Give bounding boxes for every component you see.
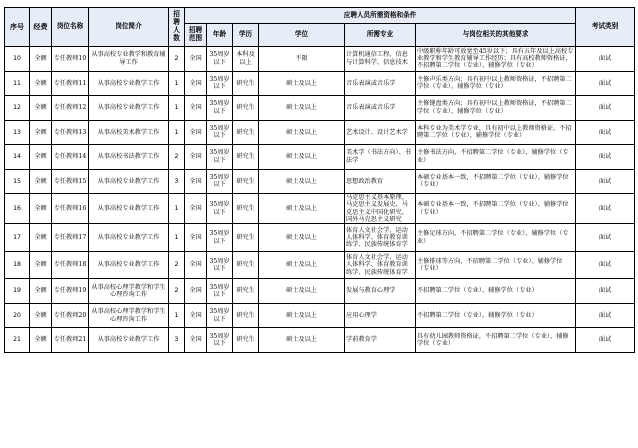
cell-education: 研究生	[233, 120, 259, 145]
cell-recruit-num: 3	[169, 328, 185, 353]
cell-exam-type: 面试	[576, 224, 635, 252]
cell-recruit-num: 2	[169, 145, 185, 170]
cell-major: 体育人文社会学、运动人体科学、体育教育训练学、民族传统体育学	[345, 224, 416, 252]
cell-education: 研究生	[233, 279, 259, 304]
cell-post-intro: 从事高校美术教学工作	[89, 120, 169, 145]
cell-exam-type: 面试	[576, 251, 635, 279]
table-header	[5, 8, 635, 47]
recruitment-table	[4, 7, 635, 353]
cell-other: 中级职称年龄可放宽至45岁以下；具有五年及以上高校专业教学和学生教育辅导工作经历；具有高校教师资格证，不招聘第二学位（专业）、辅修学位（专业）	[416, 47, 576, 72]
header-recruit-num: 招聘人数	[169, 8, 185, 47]
cell-recruit-scope: 全国	[185, 279, 207, 304]
table-row	[5, 194, 635, 224]
cell-seq: 14	[5, 145, 30, 170]
cell-funding: 全额	[30, 145, 52, 170]
cell-age: 35周岁以下	[207, 169, 233, 194]
cell-exam-type: 面试	[576, 169, 635, 194]
cell-seq: 18	[5, 251, 30, 279]
cell-post-name: 专任教师15	[52, 169, 89, 194]
cell-post-intro: 从事高校专业教学工作	[89, 194, 169, 224]
cell-recruit-num: 2	[169, 47, 185, 72]
cell-seq: 21	[5, 328, 30, 353]
cell-post-intro: 从事高校心理学教学和学生心理咨询工作	[89, 303, 169, 328]
cell-funding: 全额	[30, 303, 52, 328]
cell-recruit-scope: 全国	[185, 194, 207, 224]
cell-other: 不招聘第二学位（专业）、辅修学位（专业）	[416, 303, 576, 328]
cell-major: 美术学（书法方向）、书法学	[345, 145, 416, 170]
table-body	[5, 47, 635, 353]
cell-post-name: 专任教师19	[52, 279, 89, 304]
cell-recruit-num: 1	[169, 303, 185, 328]
cell-other: 主修足球方向，不招聘第二学位（专业）、辅修学位（专业）	[416, 224, 576, 252]
cell-recruit-scope: 全国	[185, 251, 207, 279]
cell-major: 思想政治教育	[345, 169, 416, 194]
cell-recruit-scope: 全国	[185, 145, 207, 170]
table-row	[5, 279, 635, 304]
cell-age: 35周岁以下	[207, 145, 233, 170]
header-conditions-group: 应聘人员所需资格和条件	[185, 8, 576, 24]
cell-age: 35周岁以下	[207, 47, 233, 72]
cell-degree: 硕士及以上	[259, 251, 345, 279]
cell-funding: 全额	[30, 279, 52, 304]
cell-recruit-scope: 全国	[185, 169, 207, 194]
cell-degree: 硕士及以上	[259, 328, 345, 353]
cell-degree: 不限	[259, 47, 345, 72]
cell-degree: 硕士及以上	[259, 303, 345, 328]
header-major: 所需专业	[345, 24, 416, 47]
cell-other: 不招聘第二学位（专业）、辅修学位（专业）	[416, 279, 576, 304]
cell-seq: 17	[5, 224, 30, 252]
cell-post-name: 专任教师18	[52, 251, 89, 279]
cell-other: 主修键盘类方向；具有初中以上教师资格证，不招聘第二学位（专业）、辅修学位（专业）	[416, 96, 576, 121]
cell-major: 应用心理学	[345, 303, 416, 328]
cell-age: 35周岁以下	[207, 96, 233, 121]
cell-recruit-num: 2	[169, 251, 185, 279]
cell-recruit-num: 1	[169, 71, 185, 96]
cell-exam-type: 面试	[576, 303, 635, 328]
cell-seq: 16	[5, 194, 30, 224]
cell-seq: 20	[5, 303, 30, 328]
cell-exam-type: 面试	[576, 71, 635, 96]
header-exam-type: 考试类别	[576, 8, 635, 47]
cell-age: 35周岁以下	[207, 120, 233, 145]
cell-other: 主修书法方向，不招聘第二学位（专业）、辅修学位（专业）	[416, 145, 576, 170]
cell-seq: 11	[5, 71, 30, 96]
table-row	[5, 328, 635, 353]
header-recruit-scope: 招聘范围	[185, 24, 207, 47]
cell-post-name: 专任教师14	[52, 145, 89, 170]
cell-major: 学前教育学	[345, 328, 416, 353]
header-education: 学历	[233, 24, 259, 47]
table-row	[5, 120, 635, 145]
cell-seq: 10	[5, 47, 30, 72]
cell-degree: 硕士及以上	[259, 194, 345, 224]
cell-seq: 15	[5, 169, 30, 194]
header-funding: 经费	[30, 8, 52, 47]
cell-age: 35周岁以下	[207, 251, 233, 279]
cell-seq: 13	[5, 120, 30, 145]
cell-funding: 全额	[30, 120, 52, 145]
cell-recruit-num: 1	[169, 96, 185, 121]
cell-recruit-scope: 全国	[185, 71, 207, 96]
cell-post-intro: 从事高校专业教学和教育辅导工作	[89, 47, 169, 72]
cell-funding: 全额	[30, 224, 52, 252]
header-post-intro: 岗位简介	[89, 8, 169, 47]
cell-education: 研究生	[233, 145, 259, 170]
cell-recruit-num: 3	[169, 169, 185, 194]
cell-recruit-scope: 全国	[185, 120, 207, 145]
table-row	[5, 224, 635, 252]
cell-education: 研究生	[233, 251, 259, 279]
cell-degree: 硕士及以上	[259, 145, 345, 170]
cell-other: 本硕专业基本一致，不招聘第二学位（专业）、辅修学位（专业）	[416, 194, 576, 224]
cell-degree: 硕士及以上	[259, 71, 345, 96]
header-seq: 序号	[5, 8, 30, 47]
cell-exam-type: 面试	[576, 47, 635, 72]
cell-education: 研究生	[233, 303, 259, 328]
cell-education: 研究生	[233, 169, 259, 194]
cell-funding: 全额	[30, 169, 52, 194]
cell-other: 主修排球等方向，不招聘第二学位（专业）、辅修学位（专业）	[416, 251, 576, 279]
cell-post-name: 专任教师21	[52, 328, 89, 353]
cell-other: 本科专业为美术学专业，具有初中以上教师资格证，不招聘第二学位（专业）、辅修学位（专业）	[416, 120, 576, 145]
cell-recruit-num: 1	[169, 224, 185, 252]
cell-exam-type: 面试	[576, 194, 635, 224]
cell-post-intro: 从事高校专业教学工作	[89, 71, 169, 96]
cell-education: 研究生	[233, 194, 259, 224]
cell-age: 35周岁以下	[207, 303, 233, 328]
cell-degree: 硕士及以上	[259, 96, 345, 121]
cell-exam-type: 面试	[576, 279, 635, 304]
cell-post-intro: 从事高校心理学教学和学生心理咨询工作	[89, 279, 169, 304]
cell-post-name: 专任教师17	[52, 224, 89, 252]
cell-age: 35周岁以下	[207, 71, 233, 96]
cell-degree: 硕士及以上	[259, 120, 345, 145]
cell-post-intro: 从事高校专业教学工作	[89, 96, 169, 121]
cell-exam-type: 面试	[576, 328, 635, 353]
cell-major: 音乐表演或音乐学	[345, 96, 416, 121]
cell-exam-type: 面试	[576, 145, 635, 170]
recruitment-table-sheet	[4, 7, 634, 353]
cell-funding: 全额	[30, 96, 52, 121]
cell-age: 35周岁以下	[207, 194, 233, 224]
cell-exam-type: 面试	[576, 120, 635, 145]
cell-recruit-scope: 全国	[185, 47, 207, 72]
cell-post-name: 专任教师13	[52, 120, 89, 145]
header-age: 年龄	[207, 24, 233, 47]
cell-post-name: 专任教师20	[52, 303, 89, 328]
cell-funding: 全额	[30, 328, 52, 353]
cell-post-name: 专任教师16	[52, 194, 89, 224]
cell-education: 研究生	[233, 71, 259, 96]
cell-major: 发展与教育心理学	[345, 279, 416, 304]
cell-degree: 硕士及以上	[259, 169, 345, 194]
cell-exam-type: 面试	[576, 96, 635, 121]
cell-other: 主修声乐类方向；具有初中以上教师资格证，不招聘第二学位（专业）、辅修学位（专业）	[416, 71, 576, 96]
table-row	[5, 145, 635, 170]
header-post-name: 岗位名称	[52, 8, 89, 47]
cell-recruit-scope: 全国	[185, 224, 207, 252]
cell-education: 研究生	[233, 328, 259, 353]
cell-post-intro: 从事高校专业教学工作	[89, 169, 169, 194]
cell-education: 本科及以上	[233, 47, 259, 72]
cell-other: 具有幼儿园教师资格证，不招聘第二学位（专业）、辅修学位（专业）	[416, 328, 576, 353]
cell-funding: 全额	[30, 71, 52, 96]
table-row	[5, 96, 635, 121]
cell-degree: 硕士及以上	[259, 224, 345, 252]
cell-major: 计算机通信工程、信息与计算科学、信息技术	[345, 47, 416, 72]
header-other: 与岗位相关的其他要求	[416, 24, 576, 47]
cell-degree: 硕士及以上	[259, 279, 345, 304]
cell-recruit-scope: 全国	[185, 96, 207, 121]
cell-seq: 12	[5, 96, 30, 121]
table-row	[5, 251, 635, 279]
cell-recruit-num: 2	[169, 279, 185, 304]
cell-age: 35周岁以下	[207, 328, 233, 353]
cell-major: 艺术设计、设计艺术学	[345, 120, 416, 145]
cell-recruit-scope: 全国	[185, 303, 207, 328]
header-degree: 学位	[259, 24, 345, 47]
cell-education: 研究生	[233, 96, 259, 121]
cell-post-intro: 从事高校专业教学工作	[89, 328, 169, 353]
cell-post-name: 专任教师10	[52, 47, 89, 72]
cell-post-name: 专任教师11	[52, 71, 89, 96]
cell-funding: 全额	[30, 194, 52, 224]
table-row	[5, 71, 635, 96]
cell-age: 35周岁以下	[207, 279, 233, 304]
cell-post-intro: 从事高校专业教学工作	[89, 224, 169, 252]
cell-post-name: 专任教师12	[52, 96, 89, 121]
cell-education: 研究生	[233, 224, 259, 252]
cell-funding: 全额	[30, 47, 52, 72]
cell-major: 体育人文社会学、运动人体科学、体育教育训练学、民族传统体育学	[345, 251, 416, 279]
table-row	[5, 47, 635, 72]
cell-funding: 全额	[30, 251, 52, 279]
cell-recruit-num: 1	[169, 120, 185, 145]
cell-major: 马克思主义基本原理、马克思主义发展史、马克思主义中国化研究、国外马克思主义研究	[345, 194, 416, 224]
cell-post-intro: 从事高校专业教学工作	[89, 251, 169, 279]
cell-major: 音乐表演或音乐学	[345, 71, 416, 96]
cell-age: 35周岁以下	[207, 224, 233, 252]
cell-recruit-scope: 全国	[185, 328, 207, 353]
table-row	[5, 303, 635, 328]
table-row	[5, 169, 635, 194]
cell-post-intro: 从事高校书法教学工作	[89, 145, 169, 170]
cell-other: 本硕专业基本一致，不招聘第二学位（专业）、辅修学位（专业）	[416, 169, 576, 194]
cell-seq: 19	[5, 279, 30, 304]
cell-recruit-num: 1	[169, 194, 185, 224]
